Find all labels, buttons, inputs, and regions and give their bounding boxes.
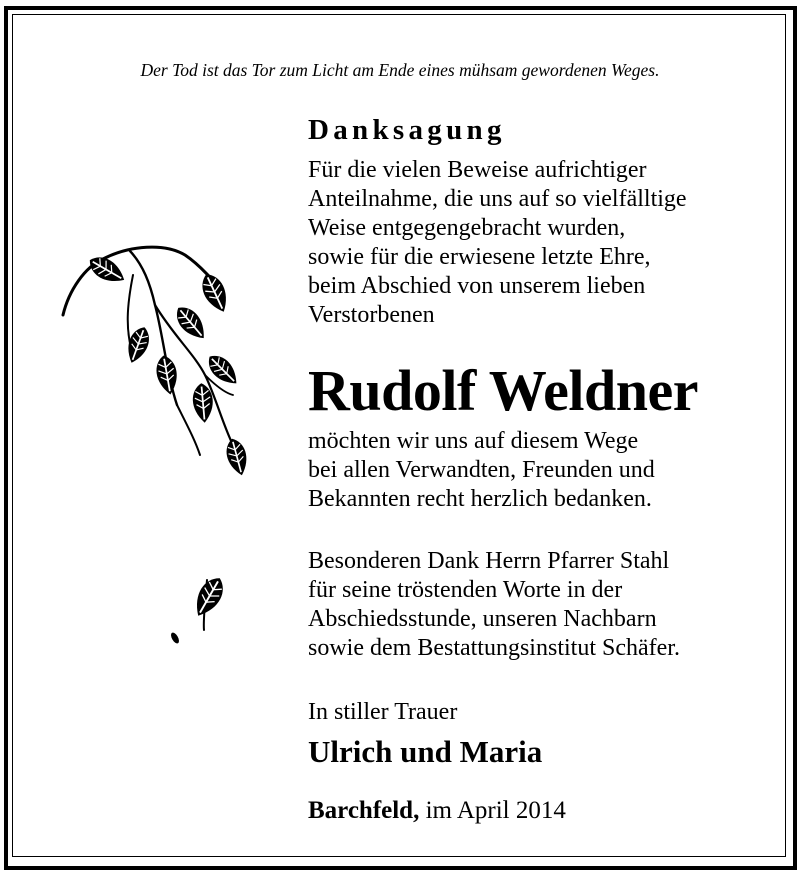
thanks-line: bei allen Verwandten, Freunden und — [308, 457, 655, 483]
special-thanks-line: Besonderen Dank Herrn Pfarrer Stahl — [308, 548, 670, 574]
intro-line: Anteilnahme, die uns auf so vielfälltige — [308, 186, 687, 212]
intro-line: Für die vielen Beweise aufrichtiger — [308, 157, 647, 183]
intro-line: Weise entgegengebracht wurden, — [308, 215, 626, 241]
thanks-line: Bekannten recht herzlich bedanken. — [308, 486, 652, 512]
special-thanks-line: für seine tröstenden Worte in der — [308, 577, 623, 603]
mourning-phrase: In stiller Trauer — [308, 699, 458, 725]
place-date — [308, 797, 566, 825]
place: Barchfeld, — [308, 797, 420, 824]
special-thanks-line: sowie dem Bestattungsinstitut Schäfer. — [308, 635, 680, 661]
mourners: Ulrich und Maria — [308, 734, 543, 769]
leaf-branch-icon — [55, 235, 255, 655]
special-thanks-paragraph — [308, 547, 680, 663]
date: im April 2014 — [425, 797, 566, 824]
thanks-paragraph — [308, 427, 655, 514]
intro-line: Verstorbenen — [308, 302, 435, 328]
motto: Der Tod ist das Tor zum Licht am Ende eines mühsam gewordenen Weges. — [140, 60, 660, 80]
deceased-name: Rudolf Weldner — [308, 358, 698, 423]
heading: Danksagung — [308, 114, 506, 146]
intro-paragraph — [308, 156, 687, 330]
thanks-line: möchten wir uns auf diesem Wege — [308, 428, 639, 454]
intro-line: sowie für die erwiesene letzte Ehre, — [308, 244, 651, 270]
special-thanks-line: Abschiedsstunde, unseren Nachbarn — [308, 606, 657, 632]
intro-line: beim Abschied von unserem lieben — [308, 273, 646, 299]
